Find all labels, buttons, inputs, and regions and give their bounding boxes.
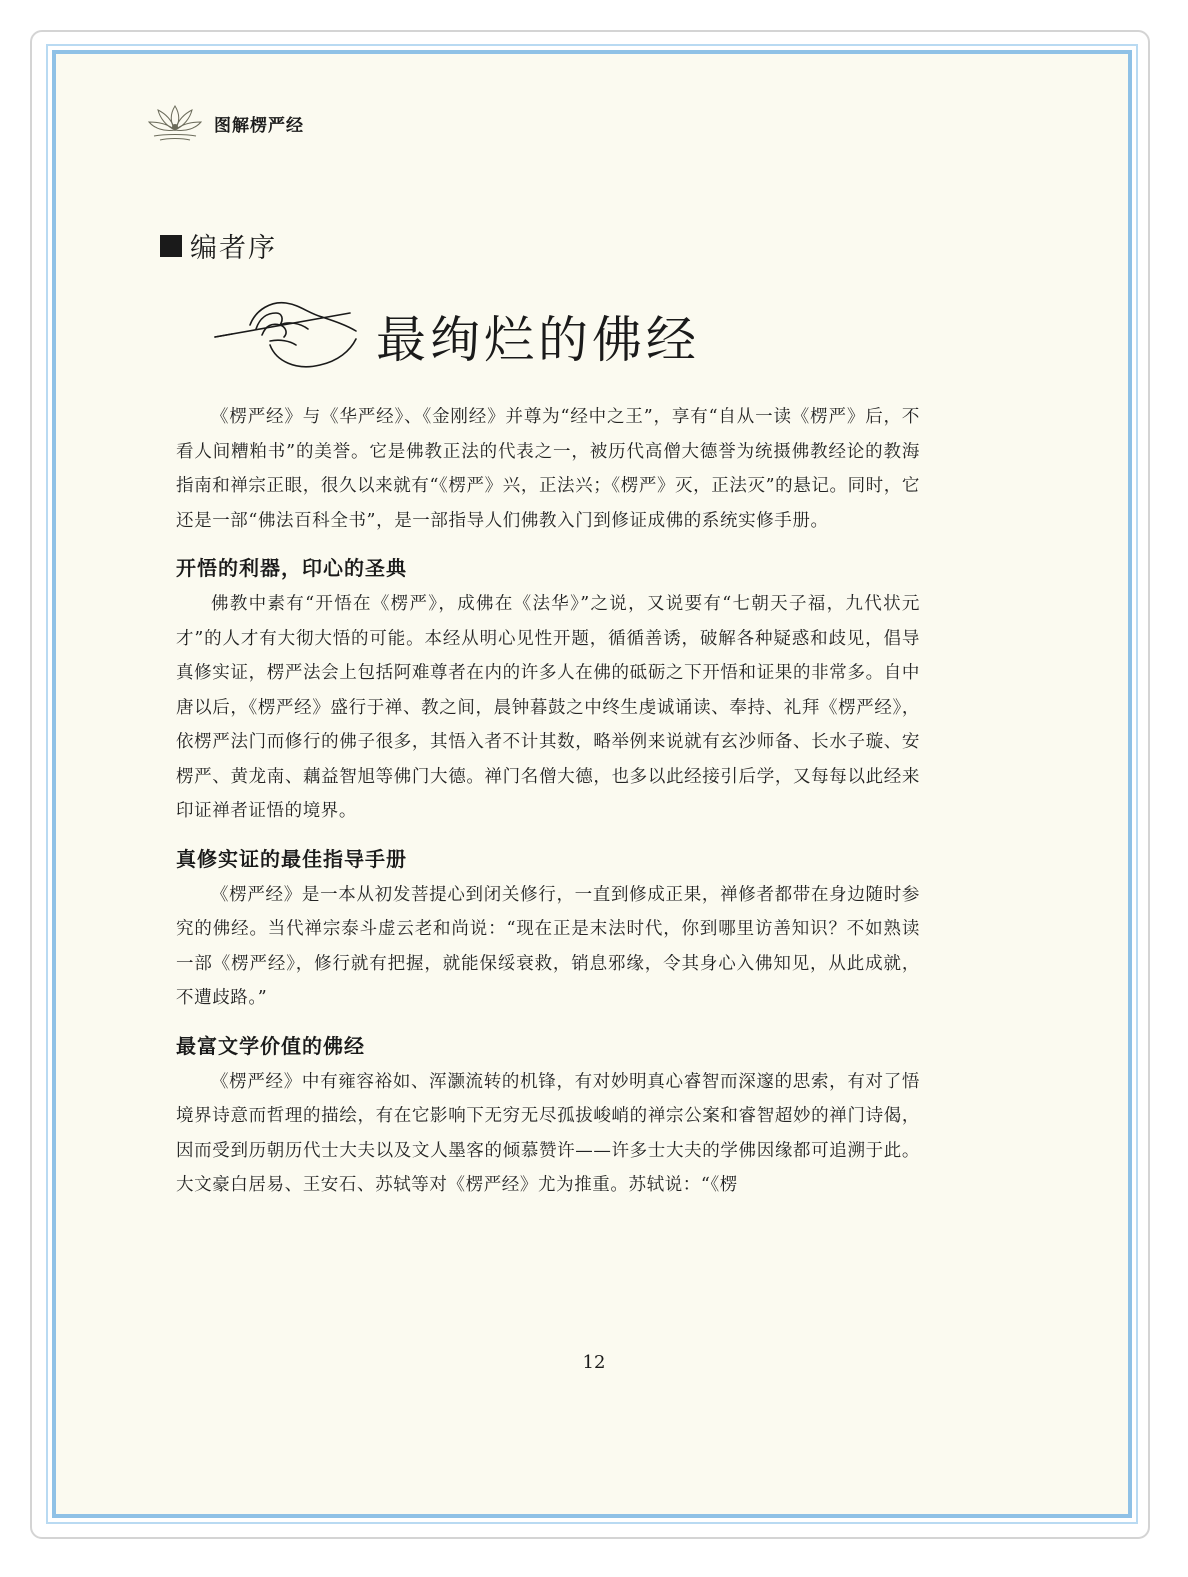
section-tag	[160, 226, 277, 265]
lotus-icon	[146, 100, 204, 146]
page-number: 12	[582, 1352, 606, 1373]
article-body	[176, 400, 920, 1203]
book-title: 图解楞严经	[214, 115, 304, 136]
section-paragraph: 《楞严经》中有雍容裕如、浑灏流转的机锋，有对妙明真心睿智而深邃的思索，有对了悟境界诗意而哲理的描绘，有在它影响下无穷无尽孤拔峻峭的禅宗公案和睿智超妙的禅门诗偈，因而受到历朝历代士大夫以及文人墨客的倾慕赞许——许多士大夫的学佛因缘都可追溯于此。大文豪白居易、王安石、苏轼等对《楞严经》尤为推重。苏轼说：“《楞	[176, 1071, 920, 1195]
section-heading: 真修实证的最佳指导手册	[176, 846, 407, 871]
section-paragraph: 《楞严经》是一本从初发菩提心到闭关修行，一直到修成正果，禅修者都带在身边随时参究的佛经。当代禅宗泰斗虚云老和尚说：“现在正是末法时代，你到哪里访善知识？不如熟读一部《楞严经》，修行就有把握，就能保绥衰救，销息邪缘，令其身心入佛知见，从此成就，不遭歧路。”	[176, 884, 920, 1008]
section-heading: 开悟的利器，印心的圣典	[176, 556, 407, 580]
intro-paragraph: 《楞严经》与《华严经》、《金刚经》并尊为“经中之王”，享有“自从一读《楞严》后，不看人间糟粕书”的美誉。它是佛教正法的代表之一，被历代高僧大德誉为统摄佛教经论的教海指南和禅宗正眼，很久以来就有“《楞严》兴，正法兴；《楞严》灭，正法灭”的悬记。同时，它还是一部“佛法百科全书”，是一部指导人们佛教入门到修证成佛的系统实修手册。	[176, 407, 920, 531]
black-square-icon	[160, 235, 182, 257]
section-tag-label: 编者序	[190, 233, 277, 264]
section-heading: 最富文学价值的佛经	[176, 1033, 365, 1058]
main-title: 最绚烂的佛经	[376, 311, 700, 369]
section-paragraph: 佛教中素有“开悟在《楞严》，成佛在《法华》”之说，又说要有“七朝天子福，九代状元才”的人才有大彻大悟的可能。本经从明心见性开题，循循善诱，破解各种疑惑和歧见，倡导真修实证，楞严法会上包括阿难尊者在内的许多人在佛的砥砺之下开悟和证果的非常多。自中唐以后，《楞严经》盛行于禅、教之间，晨钟暮鼓之中终生虔诚诵读、奉持、礼拜《楞严经》，依楞严法门而修行的佛子很多，其悟入者不计其数，略举例来说就有玄沙师备、长水子璇、安楞严、黄龙南、藕益智旭等佛门大德。禅门名僧大德，也多以此经接引后学，又每每以此经来印证禅者证悟的境界。	[176, 594, 920, 821]
hand-with-brush-icon	[210, 295, 360, 379]
running-header	[146, 100, 304, 146]
